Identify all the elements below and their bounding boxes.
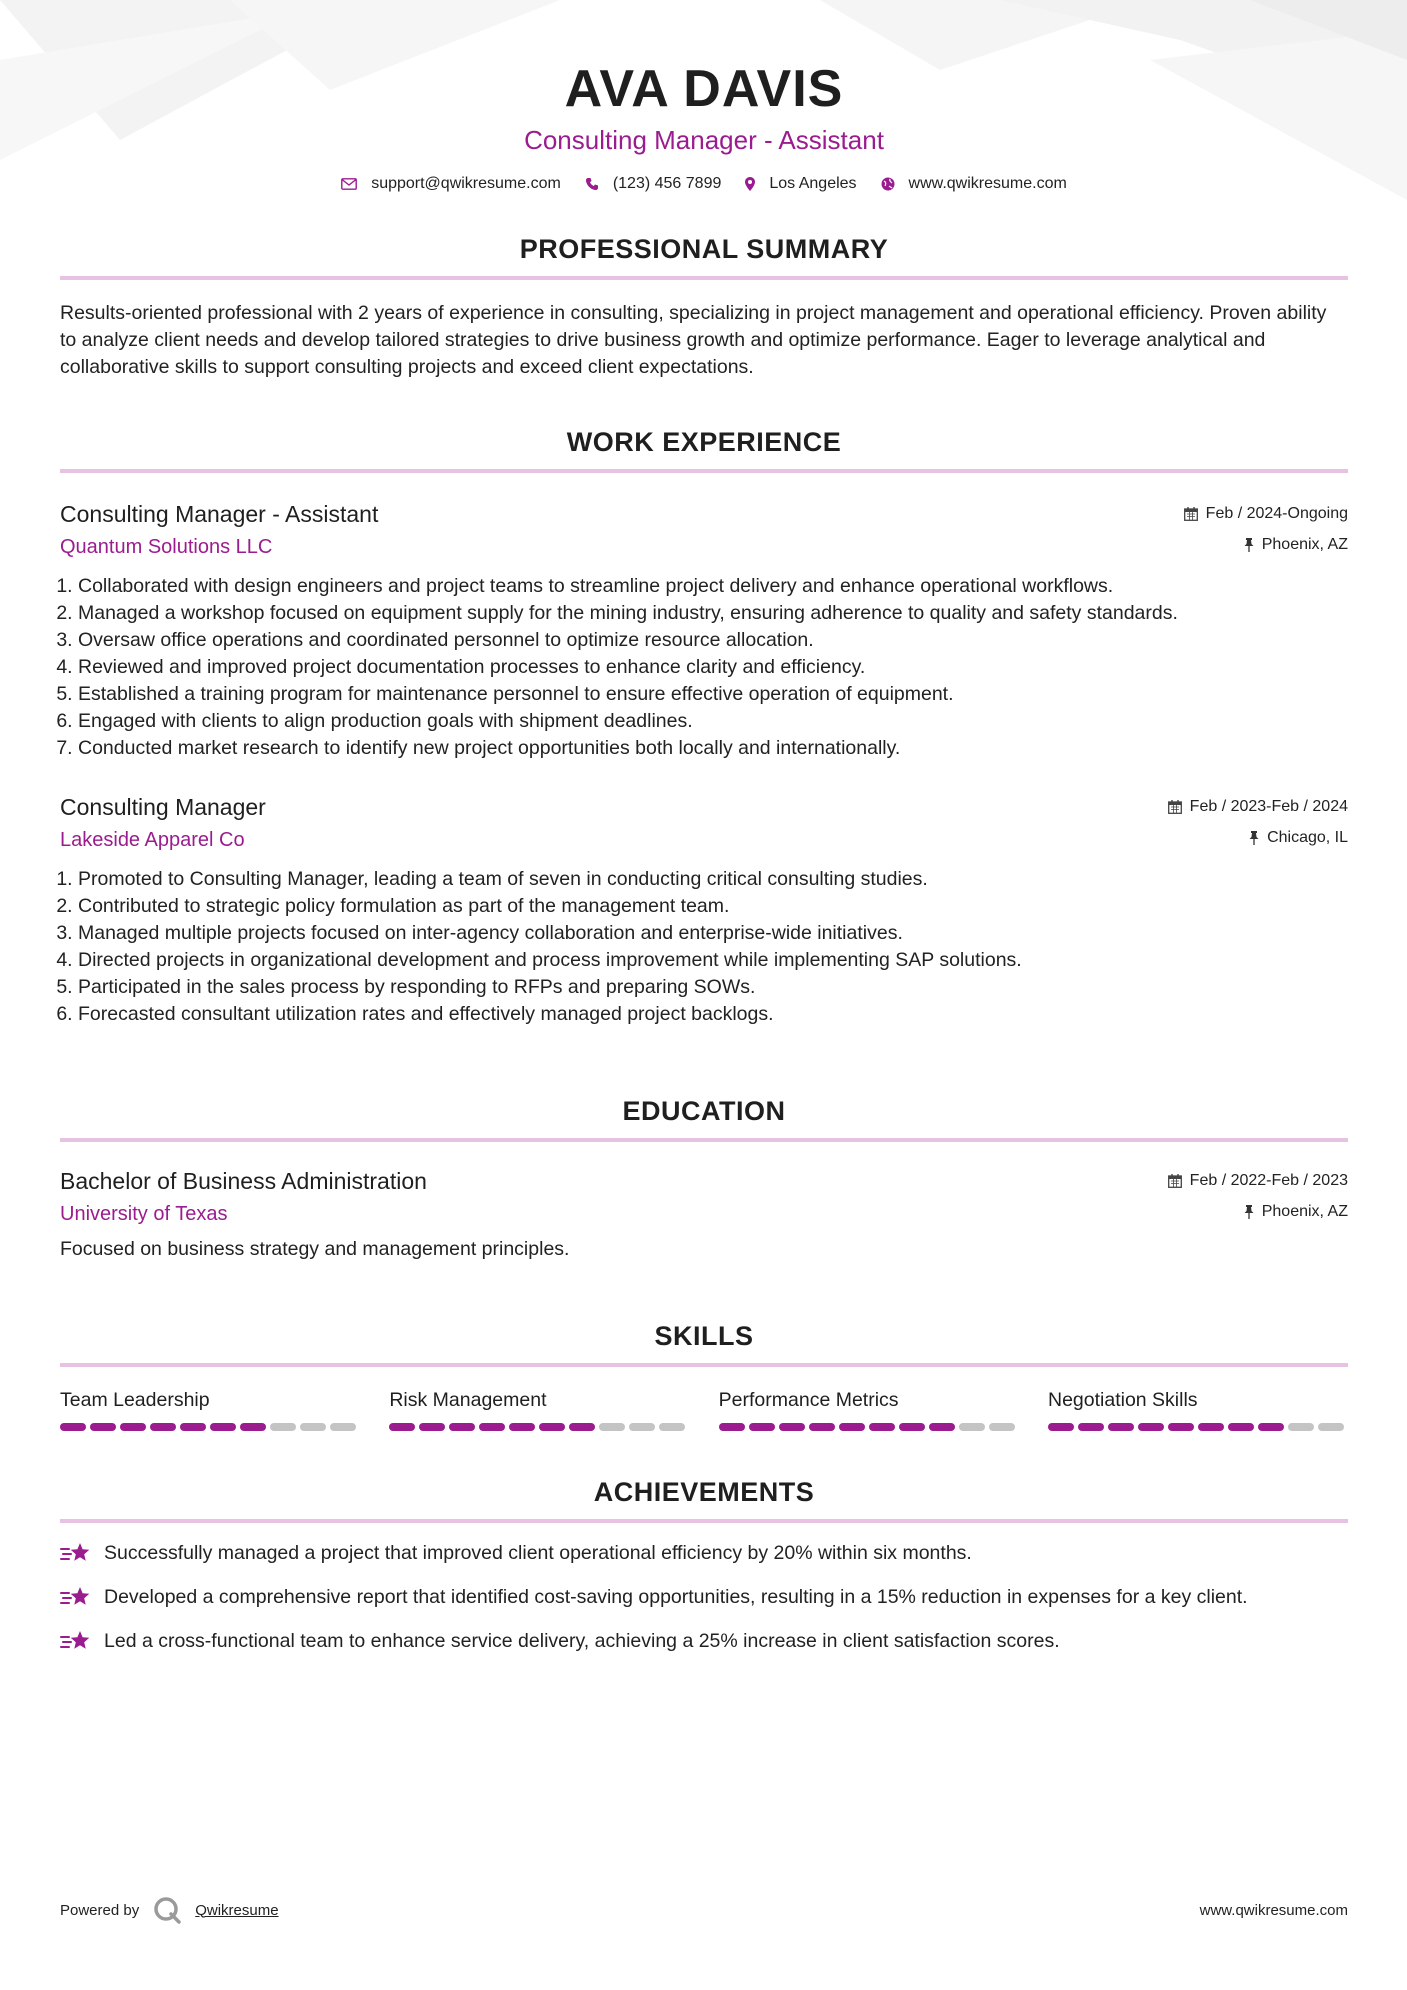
job-entry [60, 499, 1348, 762]
skill-segment-filled [509, 1423, 535, 1431]
job-dates [1168, 798, 1348, 816]
location-text: Los Angeles [769, 175, 857, 192]
list-item: 1. Promoted to Consulting Manager, leading a team of seven in conducting critical consulting studies. [78, 866, 1348, 893]
globe-icon [881, 177, 895, 191]
skill-segment-filled [90, 1423, 116, 1431]
footer [60, 1896, 1348, 1924]
achievement-item [60, 1628, 1348, 1655]
skill-segment-empty [1318, 1423, 1344, 1431]
skill-segment-filled [1258, 1423, 1284, 1431]
skill-segment-filled [1108, 1423, 1134, 1431]
education-dates [1168, 1172, 1348, 1190]
skill-segment-filled [569, 1423, 595, 1431]
skill-segment-filled [779, 1423, 805, 1431]
skill-name: Performance Metrics [718, 1389, 899, 1411]
education-description: Focused on business strategy and management principles. [60, 1238, 570, 1260]
skill-segment-filled [210, 1423, 236, 1431]
education-heading: EDUCATION [622, 1096, 786, 1126]
section-divider [60, 1519, 1348, 1523]
contact-location [745, 174, 856, 194]
powered-by-label: Powered by [60, 1901, 140, 1919]
skill-segment-filled [240, 1423, 266, 1431]
skill-name: Negotiation Skills [1047, 1389, 1198, 1411]
job-location-text: Phoenix, AZ [1261, 536, 1348, 553]
section-divider [60, 1138, 1348, 1142]
achievements-heading: ACHIEVEMENTS [593, 1477, 815, 1507]
skill-segment-filled [1228, 1423, 1254, 1431]
job-dates-text: Feb / 2023-Feb / 2024 [1189, 798, 1348, 815]
skill-segment-filled [719, 1423, 745, 1431]
section-divider [60, 1363, 1348, 1367]
skills-section [60, 1319, 1348, 1431]
phone-icon [585, 177, 599, 191]
degree-title: Bachelor of Business Administration [60, 1168, 427, 1194]
job-entry [60, 792, 1348, 1028]
section-divider [60, 469, 1348, 473]
achievement-item [60, 1584, 1348, 1611]
skill-segment-empty [599, 1423, 625, 1431]
skill-segment-empty [330, 1423, 356, 1431]
skill-segment-empty [959, 1423, 985, 1431]
skill-item [389, 1387, 689, 1431]
list-item: 3. Managed multiple projects focused on inter-agency collaboration and enterprise-wide initiatives. [78, 920, 1348, 947]
skill-item [719, 1387, 1019, 1431]
skill-level-bar [389, 1423, 689, 1431]
job-location [1249, 829, 1348, 847]
skill-level-bar [1048, 1423, 1348, 1431]
candidate-name: AVA DAVIS [564, 60, 844, 118]
section-divider [60, 276, 1348, 280]
skill-segment-filled [1168, 1423, 1194, 1431]
skill-item [1048, 1387, 1348, 1431]
job-bullet-list [60, 866, 1348, 1028]
work-experience-section [60, 425, 1348, 1028]
map-pin-icon [745, 177, 755, 191]
job-dates-text: Feb / 2024-Ongoing [1205, 505, 1348, 522]
skill-segment-filled [150, 1423, 176, 1431]
skill-segment-empty [300, 1423, 326, 1431]
list-item: 7. Conducted market research to identify new project opportunities both locally and internationally. [78, 735, 1348, 762]
skill-segment-filled [929, 1423, 955, 1431]
skill-segment-filled [60, 1423, 86, 1431]
company-name: Quantum Solutions LLC [60, 536, 273, 558]
achievement-text: Developed a comprehensive report that identified cost-saving opportunities, resulting in a 15% reduction in expenses for a key client. [104, 1586, 1248, 1608]
shooting-star-icon [60, 1541, 92, 1567]
list-item: 5. Participated in the sales process by responding to RFPs and preparing SOWs. [78, 974, 1348, 1001]
contact-bar [60, 174, 1348, 194]
education-dates-text: Feb / 2022-Feb / 2023 [1189, 1172, 1348, 1189]
calendar-icon [1168, 1174, 1182, 1188]
skill-segment-empty [629, 1423, 655, 1431]
skill-segment-filled [449, 1423, 475, 1431]
pushpin-icon [1244, 538, 1254, 552]
phone-text: (123) 456 7899 [612, 175, 722, 192]
brand-link[interactable]: Qwikresume [195, 1901, 279, 1919]
list-item: 6. Engaged with clients to align production goals with shipment deadlines. [78, 708, 1348, 735]
achievement-text: Led a cross-functional team to enhance service delivery, achieving a 25% increase in client satisfaction scores. [104, 1630, 1060, 1652]
list-item: 5. Established a training program for maintenance personnel to ensure effective operation of equipment. [78, 681, 1348, 708]
skill-segment-filled [1198, 1423, 1224, 1431]
skill-segment-filled [120, 1423, 146, 1431]
skill-segment-filled [749, 1423, 775, 1431]
powered-by [60, 1896, 279, 1924]
candidate-role: Consulting Manager - Assistant [524, 125, 884, 155]
pushpin-icon [1244, 1205, 1254, 1219]
experience-heading: WORK EXPERIENCE [566, 427, 842, 457]
calendar-icon [1168, 800, 1182, 814]
skill-segment-filled [809, 1423, 835, 1431]
email-text: support@qwikresume.com [371, 175, 561, 192]
skill-level-bar [719, 1423, 1019, 1431]
job-bullet-list [60, 573, 1348, 762]
skill-segment-filled [869, 1423, 895, 1431]
achievement-text: Successfully managed a project that improved client operational efficiency by 20% within six months. [104, 1542, 972, 1564]
job-dates [1184, 505, 1348, 523]
list-item: 2. Managed a workshop focused on equipment supply for the mining industry, ensuring adherence to quality and safety standards. [78, 600, 1348, 627]
skills-heading: SKILLS [654, 1321, 754, 1351]
skill-segment-filled [539, 1423, 565, 1431]
list-item: 1. Collaborated with design engineers and project teams to streamline project delivery and enhance operational workflows. [78, 573, 1348, 600]
skill-segment-filled [479, 1423, 505, 1431]
summary-text: Results-oriented professional with 2 years of experience in consulting, specializing in project management and operational efficiency. Proven ability to analyze client needs and develop tailored strategies to drive business growth and optimize performance. Eager to leverage analytical and collaborative skills to support consulting projects and exceed client expectations. [60, 302, 1327, 378]
skill-segment-filled [1048, 1423, 1074, 1431]
website-text: www.qwikresume.com [908, 175, 1067, 192]
skill-segment-filled [899, 1423, 925, 1431]
envelope-icon [341, 178, 357, 190]
education-location-text: Phoenix, AZ [1261, 1203, 1348, 1220]
list-item: 6. Forecasted consultant utilization rates and effectively managed project backlogs. [78, 1001, 1348, 1028]
job-location [1244, 536, 1348, 554]
shooting-star-icon [60, 1585, 92, 1611]
contact-email[interactable] [341, 174, 561, 194]
skill-segment-filled [1138, 1423, 1164, 1431]
skill-segment-filled [180, 1423, 206, 1431]
footer-website-link[interactable]: www.qwikresume.com [1199, 1901, 1348, 1919]
contact-website[interactable] [881, 174, 1067, 194]
education-location [1244, 1203, 1348, 1221]
skill-segment-empty [1288, 1423, 1314, 1431]
resume-header [60, 0, 1348, 194]
skill-segment-empty [989, 1423, 1015, 1431]
achievement-item [60, 1540, 1348, 1567]
skill-name: Team Leadership [60, 1389, 210, 1411]
skill-name: Risk Management [389, 1389, 547, 1411]
education-section [60, 1094, 1348, 1263]
list-item: 2. Contributed to strategic policy formulation as part of the management team. [78, 893, 1348, 920]
list-item: 4. Reviewed and improved project documentation processes to enhance clarity and efficiency. [78, 654, 1348, 681]
skill-level-bar [60, 1423, 360, 1431]
skill-segment-filled [419, 1423, 445, 1431]
skill-item [60, 1387, 360, 1431]
school-name: University of Texas [60, 1203, 228, 1225]
skills-list [60, 1387, 1348, 1431]
professional-summary-section [60, 232, 1348, 381]
skill-segment-empty [270, 1423, 296, 1431]
list-item: 3. Oversaw office operations and coordinated personnel to optimize resource allocation. [78, 627, 1348, 654]
skill-segment-empty [659, 1423, 685, 1431]
education-entry [60, 1166, 1348, 1263]
calendar-icon [1184, 507, 1198, 521]
summary-heading: PROFESSIONAL SUMMARY [519, 234, 889, 264]
skill-segment-filled [389, 1423, 415, 1431]
job-title: Consulting Manager [60, 794, 266, 820]
job-title: Consulting Manager - Assistant [60, 501, 379, 527]
qwikresume-logo-icon [153, 1896, 183, 1924]
job-location-text: Chicago, IL [1267, 829, 1348, 846]
list-item: 4. Directed projects in organizational development and process improvement while implementing SAP solutions. [78, 947, 1348, 974]
skill-segment-filled [839, 1423, 865, 1431]
shooting-star-icon [60, 1629, 92, 1655]
pushpin-icon [1249, 831, 1259, 845]
contact-phone[interactable] [585, 174, 722, 194]
skill-segment-filled [1078, 1423, 1104, 1431]
achievements-section [60, 1475, 1348, 1655]
company-name: Lakeside Apparel Co [60, 829, 245, 851]
